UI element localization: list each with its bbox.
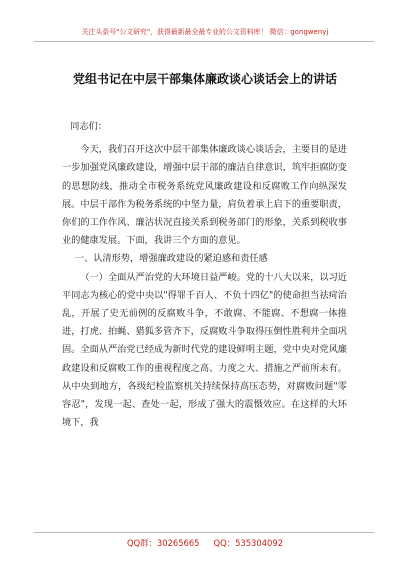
- document-body: [62, 118, 347, 432]
- paragraph-intro: 今天，我们召开这次中层干部集体廉政谈心谈话会，主要目的是进一步加强党风廉政建设，增强中层干部的廉洁自律意识，筑牢拒腐防变的思想防线，推动全市税务系统党风廉政建设和反腐败工作向纵深发展。中层干部作为税务系统的中坚力量，肩负着承上启下的重要职责，你们的工作作风、廉洁状况直接关系到税务部门的形象，关系到税收事业的健康发展。下面，我讲三个方面的意见。: [62, 144, 347, 247]
- footer-divider: [34, 532, 374, 533]
- salutation: 同志们：: [70, 121, 108, 132]
- footer-contact: [40, 537, 370, 549]
- header-divider: [34, 41, 374, 42]
- paragraph-section-1-1: （一）全面从严治党的大环境日益严峻。党的十八大以来，以习近平同志为核心的党中央以"得罪千百人、不负十四亿"的使命担当祛疴治乱，开展了史无前例的反腐败斗争，不敢腐、不能腐、不想腐一体推进，打虎、拍蝇、猎狐多管齐下，反腐败斗争取得压倒性胜利并全面巩固。全面从严治党已经成为新时代党的建设鲜明主题，党中央对党风廉政建设和反腐败工作的重视程度之高、力度之大、措施之严前所未有。从中央到地方，各级纪检监察机关持续保持高压态势，对腐败问题"零容忍"，发现一起、查处一起，形成了强大的震慑效应。在这样的大环境下，我: [62, 271, 347, 429]
- footer-qq-group: QQ群：30265665: [126, 538, 200, 548]
- document-title: 党组书记在中层干部集体廉政谈心谈话会上的讲话: [72, 72, 337, 86]
- header-banner: 关注头条号"公文研究"，获得最新最全最专业的公文资料库！ 微信：gongwenyj: [81, 28, 329, 36]
- section-heading-1: 一、认清形势，增强廉政建设的紧迫感和责任感: [74, 253, 268, 265]
- footer-qq: QQ：535304092: [213, 538, 284, 548]
